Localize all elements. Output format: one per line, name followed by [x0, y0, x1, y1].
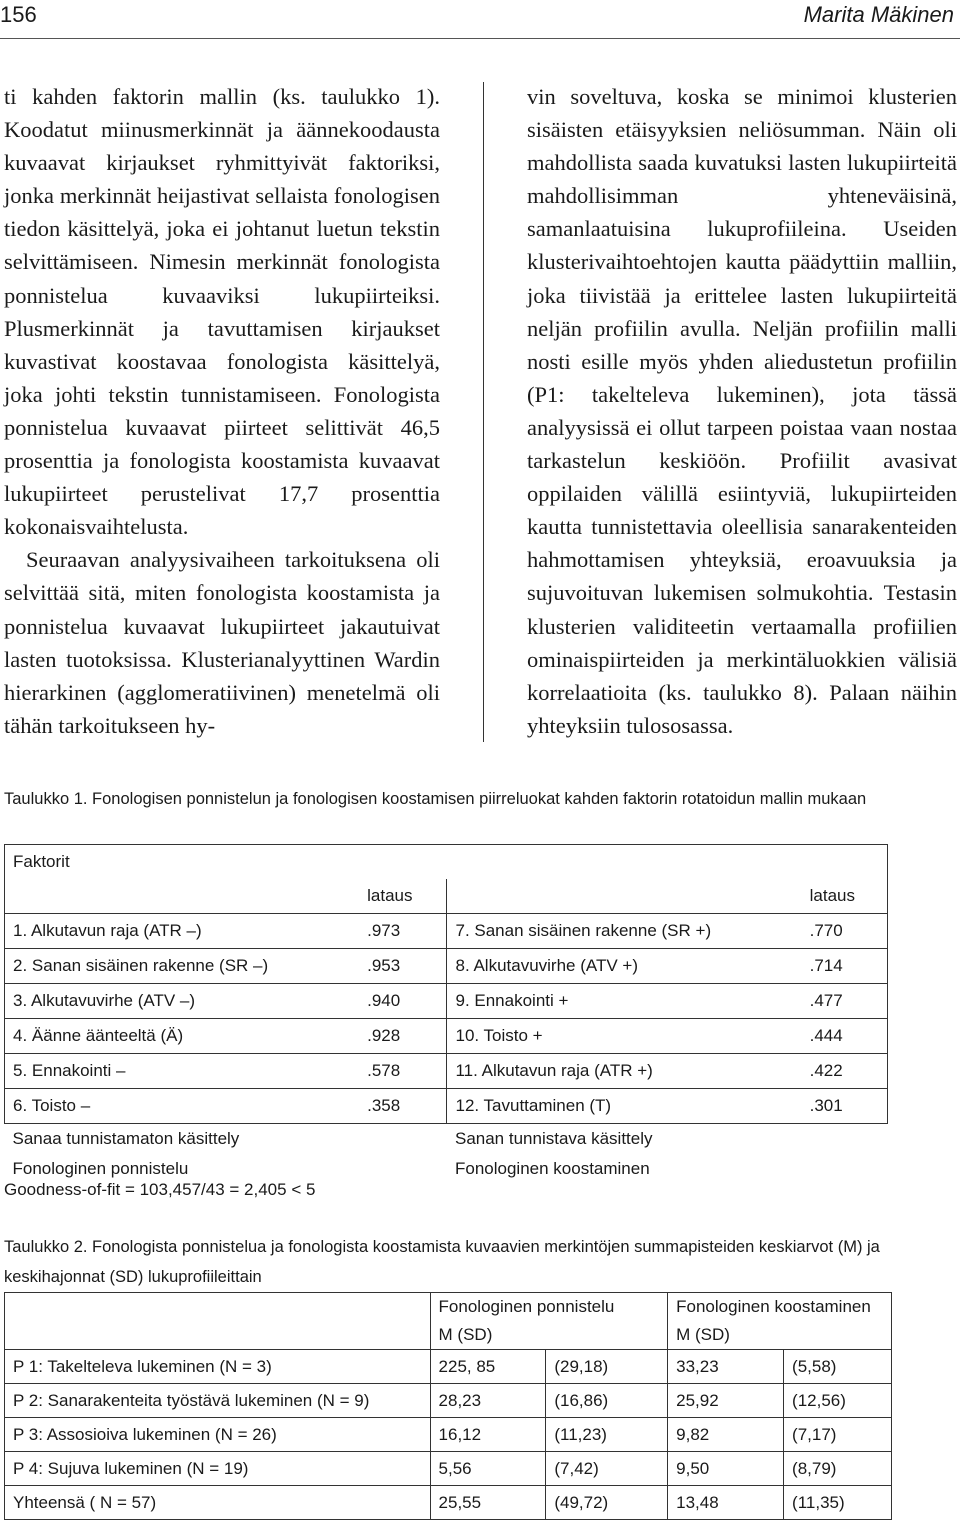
factor-label: 1. Alkutavun raja (ATR –) [5, 914, 360, 949]
table-row [5, 1486, 892, 1520]
factor-load: .953 [359, 949, 447, 984]
table-row [5, 1452, 892, 1486]
table-row [5, 1384, 892, 1418]
page-header [0, 0, 960, 40]
sd-value: (5,58) [784, 1350, 892, 1384]
page-number: 156 [0, 2, 37, 27]
profile-label: P 2: Sanarakenteita työstävä lukeminen (N = 9) [5, 1384, 431, 1418]
factor-load: .940 [359, 984, 447, 1019]
left-column [4, 80, 440, 742]
sd-value: (12,56) [784, 1384, 892, 1418]
table2 [4, 1292, 892, 1520]
factor-load: .444 [802, 1019, 888, 1054]
mean-value: 16,12 [430, 1418, 546, 1452]
table-row [5, 984, 888, 1019]
mean-value: 13,48 [668, 1486, 784, 1520]
factor-footer: Sanan tunnistava käsittely [454, 1129, 653, 1148]
mean-value: 28,23 [430, 1384, 546, 1418]
factor-footer: Fonologinen koostaminen [454, 1159, 650, 1178]
factor-load: .477 [802, 984, 888, 1019]
factor-footer: Fonologinen ponnistelu [12, 1159, 189, 1178]
factor-label: 5. Ennakointi – [5, 1054, 360, 1089]
factor-label: 6. Toisto – [5, 1089, 360, 1124]
table-row [5, 1418, 892, 1452]
sd-value: (7,42) [546, 1452, 668, 1486]
mean-value: 5,56 [430, 1452, 546, 1486]
paragraph: ti kahden faktorin mallin (ks. taulukko 1). Koodatut miinusmerkinnät ja äännekoodausta kuvaavat kirjaukset ryhmittyivät faktoriksi, jonka merkinnät heijastivat sellaista fonologisen tiedon käsittelyä, joka ei johtanut luetun tekstin selvittämiseen. Nimesin merkinnät fonologista ponnistelua kuvaaviksi lukupiirteiksi. Plusmerkinnät ja tavuttamisen kirjaukset kuvastivat koostavaa fonologista käsittelyä, joka johti tekstin tunnistamiseen. Fonologista ponnistelua kuvaavat piirteet selittivät 46,5 prosenttia ja fonologista koostamista kuvaavat lukupiirteet perustelivat 17,7 prosenttia kokonaisvaihtelusta. [4, 84, 440, 540]
factor-load: .928 [359, 1019, 447, 1054]
goodness-of-fit: Goodness-of-fit = 103,457/43 = 2,405 < 5 [4, 1180, 316, 1199]
factor-load: .973 [359, 914, 447, 949]
header-rule [0, 38, 960, 39]
mean-value: 25,55 [430, 1486, 546, 1520]
sd-value: (49,72) [546, 1486, 668, 1520]
running-author: Marita Mäkinen [803, 2, 954, 27]
mean-value: 25,92 [668, 1384, 784, 1418]
table2-caption: Taulukko 2. Fonologista ponnistelua ja fonologista koostamista kuvaavien merkintöjen summapisteiden keskiarvot (M) ja keskihajonnat (SD) lukuprofiileittain [4, 1238, 880, 1286]
mean-value: 225, 85 [430, 1350, 546, 1384]
factor-label: 2. Sanan sisäinen rakenne (SR –) [5, 949, 360, 984]
paragraph: vin soveltuva, koska se minimoi klusterien sisäisten etäisyyksien neliösumman. Näin oli mahdollista saada kuvatuksi lasten lukupiirteitä mahdollisimman yhteneväisinä, samanlaatuisina lukuprofiileina. Useiden klusterivaihtoehtojen kautta päädyttiin malliin, joka tiivistää ja erittelee lasten lukupiirteitä neljän profiilin avulla. Neljän profiilin malli nosti esille myös yhden aliedustetun profiilin (P1: takelteleva lukeminen), jota tässä analyysissä ei ollut tarpeen poistaa vaan nostaa tarkastelun keskiöön. Profiilit avasivat oppilaiden välillä esiintyviä, lukupiirteiden kautta tunnistettavia oleellisia sanarakenteiden hahmottamisen yhteyksiä, eroavuuksia ja sujuvoituvan lukemisen solmukohtia. Testasin klusterien validiteetin vertaamalla profiilien ominaispiirteiden ja merkintäluokkien välisiä korrelaatioita (ks. taulukko 8). Palaan näihin yhteyksiin tulososassa. [527, 84, 957, 738]
table1-title: Faktorit [5, 845, 888, 880]
factor-label: 4. Äänne äänteeltä (Ä) [5, 1019, 360, 1054]
sd-value: (11,23) [546, 1418, 668, 1452]
table-row [5, 914, 888, 949]
factor-load: .301 [802, 1089, 888, 1124]
mean-value: 9,82 [668, 1418, 784, 1452]
profile-label: P 1: Takelteleva lukeminen (N = 3) [5, 1350, 431, 1384]
table-row [5, 1089, 888, 1124]
table1-caption: Taulukko 1. Fonologisen ponnistelun ja fonologisen koostamisen piirreluokat kahden faktorin rotatoidun mallin mukaan [4, 790, 867, 808]
load-header: lataus [802, 879, 888, 914]
paragraph: Seuraavan analyysivaiheen tarkoituksena oli selvittää sitä, miten fonologista koostamista ja ponnistelua kuvaavat lukupiirteet jakautuivat lasten tuotoksissa. Klusterianalyyttinen Wardin hierarkinen (agglomeratiivinen) menetelmä oli tähän tarkoitukseen hy- [4, 547, 440, 738]
factor-label: 8. Alkutavuvirhe (ATV +) [447, 949, 802, 984]
col-subheader: M (SD) [668, 1321, 892, 1350]
sd-value: (29,18) [546, 1350, 668, 1384]
factor-load: .578 [359, 1054, 447, 1089]
table-row [5, 1054, 888, 1089]
factor-load: .714 [802, 949, 888, 984]
load-header: lataus [359, 879, 447, 914]
table1 [4, 844, 888, 1184]
table-row [5, 1350, 892, 1384]
factor-label: 3. Alkutavuvirhe (ATV –) [5, 984, 360, 1019]
factor-label: 10. Toisto + [447, 1019, 802, 1054]
sd-value: (16,86) [546, 1384, 668, 1418]
sd-value: (11,35) [784, 1486, 892, 1520]
table-row [5, 949, 888, 984]
factor-footer: Sanaa tunnistamaton käsittely [12, 1129, 240, 1148]
col-subheader: M (SD) [430, 1321, 668, 1350]
col-header-ponnistelu: Fonologinen ponnistelu [430, 1293, 668, 1322]
profile-label: Yhteensä ( N = 57) [5, 1486, 431, 1520]
factor-label: 9. Ennakointi + [447, 984, 802, 1019]
factor-load: .422 [802, 1054, 888, 1089]
sd-value: (7,17) [784, 1418, 892, 1452]
factor-label: 7. Sanan sisäinen rakenne (SR +) [447, 914, 802, 949]
sd-value: (8,79) [784, 1452, 892, 1486]
mean-value: 33,23 [668, 1350, 784, 1384]
table-row [5, 1019, 888, 1054]
factor-load: .770 [802, 914, 888, 949]
right-column [527, 80, 957, 742]
profile-label: P 4: Sujuva lukeminen (N = 19) [5, 1452, 431, 1486]
factor-label: 12. Tavuttaminen (T) [447, 1089, 802, 1124]
factor-label: 11. Alkutavun raja (ATR +) [447, 1054, 802, 1089]
mean-value: 9,50 [668, 1452, 784, 1486]
col-header-koostaminen: Fonologinen koostaminen [668, 1293, 892, 1322]
column-divider [483, 82, 484, 742]
factor-load: .358 [359, 1089, 447, 1124]
profile-label: P 3: Assosioiva lukeminen (N = 26) [5, 1418, 431, 1452]
